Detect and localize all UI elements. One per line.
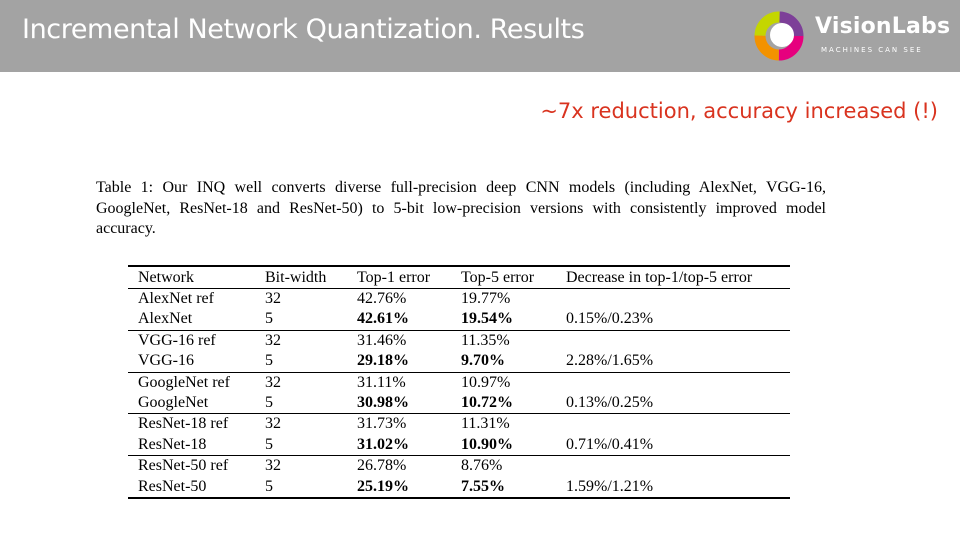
table-row bbox=[128, 414, 790, 435]
table-row bbox=[128, 372, 790, 393]
cell-top5-error: 19.77% bbox=[461, 290, 511, 307]
logo-name: VisionLabs bbox=[815, 14, 951, 39]
cell-top1-error: 31.11% bbox=[357, 373, 406, 391]
slide-subtitle: ~7x reduction, accuracy increased (!) bbox=[540, 99, 938, 123]
cell-decrease: 1.59%/1.21% bbox=[566, 477, 654, 495]
table-caption: Table 1: Our INQ well converts diverse full-precision deep CNN models (including AlexNet, VGG-16, GoogleNet, ResNet-18 and ResNet-50) to 5-bit low-precision versions with consistently improved model accuracy. bbox=[96, 179, 826, 237]
table-row bbox=[128, 477, 790, 498]
table-row bbox=[128, 351, 790, 372]
cell-network: ResNet-18 bbox=[138, 435, 207, 453]
cell-bit-width: 5 bbox=[265, 435, 273, 453]
table-row bbox=[128, 289, 790, 310]
cell-top5-error: 10.72% bbox=[461, 394, 513, 412]
vision-labs-logo bbox=[753, 8, 951, 64]
cell-top1-error: 42.61% bbox=[357, 310, 409, 328]
cell-top1-error: 31.02% bbox=[357, 435, 409, 453]
cell-top1-error: 31.73% bbox=[357, 415, 407, 433]
cell-bit-width: 32 bbox=[265, 290, 281, 307]
cell-network: GoogleNet ref bbox=[138, 373, 230, 391]
cell-decrease: 0.13%/0.25% bbox=[566, 394, 654, 412]
cell-top5-error: 9.70% bbox=[461, 352, 505, 370]
slide-header bbox=[0, 0, 960, 72]
cell-top5-error: 10.90% bbox=[461, 435, 513, 453]
column-header-bit-width: Bit-width bbox=[265, 269, 327, 286]
cell-top1-error: 30.98% bbox=[357, 394, 409, 412]
cell-decrease bbox=[556, 456, 790, 477]
cell-bit-width: 32 bbox=[265, 331, 281, 349]
cell-decrease bbox=[556, 289, 790, 310]
cell-top5-error: 11.35% bbox=[461, 331, 510, 349]
cell-bit-width: 5 bbox=[265, 310, 273, 328]
slide-title: Incremental Network Quantization. Results bbox=[22, 14, 585, 45]
table-header-row bbox=[128, 266, 790, 289]
vision-labs-ring-icon bbox=[753, 10, 805, 62]
cell-network: VGG-16 bbox=[138, 352, 194, 370]
logo-tagline: MACHINES CAN SEE bbox=[821, 46, 923, 54]
cell-bit-width: 32 bbox=[265, 373, 281, 391]
column-header-top5-error: Top-5 error bbox=[461, 269, 535, 286]
table-row bbox=[128, 309, 790, 330]
results-table bbox=[128, 265, 790, 499]
cell-decrease: 2.28%/1.65% bbox=[566, 352, 654, 370]
column-header-decrease: Decrease in top-1/top-5 error bbox=[566, 269, 753, 286]
cell-network: VGG-16 ref bbox=[138, 331, 216, 349]
column-header-top1-error: Top-1 error bbox=[357, 269, 431, 286]
cell-decrease bbox=[556, 372, 790, 393]
table-row bbox=[128, 330, 790, 351]
cell-top1-error: 29.18% bbox=[357, 352, 409, 370]
cell-network: GoogleNet bbox=[138, 394, 209, 412]
cell-network: AlexNet bbox=[138, 310, 193, 328]
cell-decrease: 0.71%/0.41% bbox=[566, 435, 654, 453]
table-row bbox=[128, 393, 790, 414]
cell-bit-width: 5 bbox=[265, 394, 273, 412]
cell-decrease bbox=[556, 330, 790, 351]
cell-network: ResNet-50 bbox=[138, 477, 207, 495]
cell-network: AlexNet ref bbox=[138, 290, 214, 307]
cell-top5-error: 7.55% bbox=[461, 477, 505, 495]
table-row bbox=[128, 435, 790, 456]
cell-top1-error: 42.76% bbox=[357, 290, 407, 307]
cell-top1-error: 25.19% bbox=[357, 477, 409, 495]
cell-top5-error: 10.97% bbox=[461, 373, 511, 391]
cell-bit-width: 5 bbox=[265, 352, 273, 370]
column-header-network: Network bbox=[138, 269, 194, 286]
cell-decrease: 0.15%/0.23% bbox=[566, 310, 654, 328]
cell-top5-error: 8.76% bbox=[461, 457, 503, 475]
cell-decrease bbox=[556, 414, 790, 435]
table-row bbox=[128, 456, 790, 477]
cell-top5-error: 19.54% bbox=[461, 310, 513, 328]
cell-network: ResNet-18 ref bbox=[138, 415, 229, 433]
cell-bit-width: 5 bbox=[265, 477, 273, 495]
cell-top1-error: 26.78% bbox=[357, 457, 407, 475]
cell-top5-error: 11.31% bbox=[461, 415, 510, 433]
cell-bit-width: 32 bbox=[265, 457, 281, 475]
cell-top1-error: 31.46% bbox=[357, 331, 407, 349]
cell-network: ResNet-50 ref bbox=[138, 457, 229, 475]
cell-bit-width: 32 bbox=[265, 415, 281, 433]
